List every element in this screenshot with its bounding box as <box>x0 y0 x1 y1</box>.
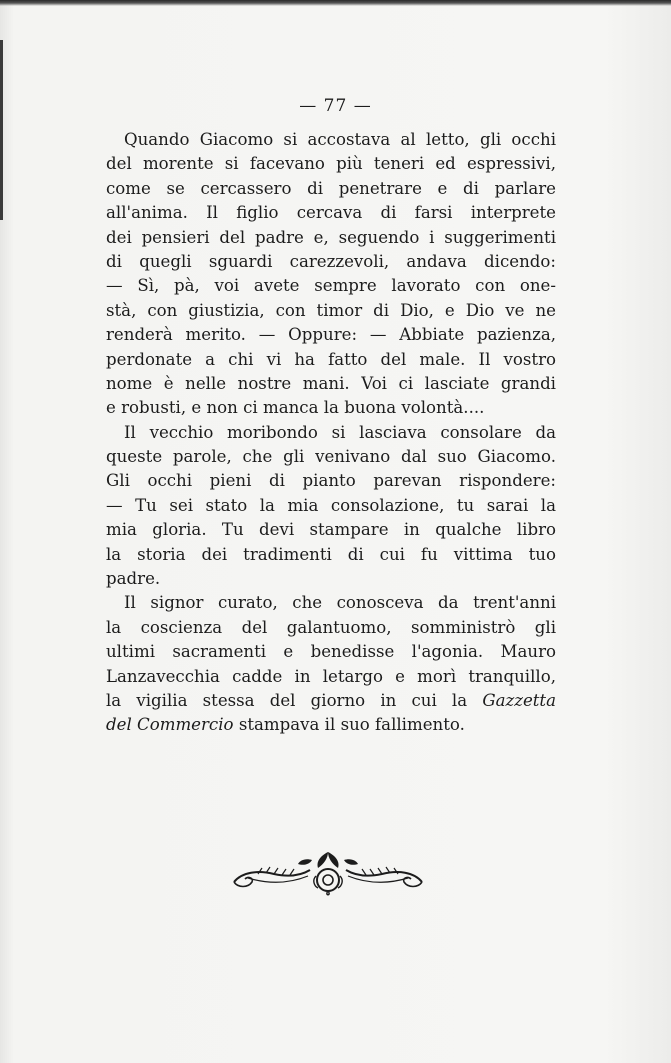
text-line: mia gloria. Tu devi stampare in qualche libro <box>106 520 556 540</box>
text-line: la coscienza del galantuomo, somministrò gli <box>106 617 556 637</box>
page-top-edge <box>0 0 671 6</box>
body-text <box>106 128 556 738</box>
text-line-with-italic <box>106 689 556 713</box>
text-line: ultimi sacramenti e benedisse l'agonia. Mauro <box>106 642 556 662</box>
text-line: del morente si facevano più teneri ed espressivi, <box>106 154 556 174</box>
paragraph-1 <box>106 128 556 421</box>
text-line: Il signor curato, che conosceva da trent'anni <box>124 593 556 613</box>
text-line: stà, con giustizia, con timor di Dio, e Dio ve ne <box>106 300 556 320</box>
text-line: Gli occhi pieni di pianto parevan rispondere: <box>106 471 556 491</box>
paragraph-3 <box>106 591 556 737</box>
text-line: Il vecchio moribondo si lasciava consolare da <box>124 422 556 442</box>
text-line: e robusti, e non ci manca la buona volontà.... <box>106 398 485 418</box>
text-run: la vigilia stessa del giorno in cui la <box>106 690 468 710</box>
text-line: dei pensieri del padre e, seguendo i suggerimenti <box>106 227 556 247</box>
text-line: all'anima. Il figlio cercava di farsi interprete <box>106 203 556 223</box>
text-line: — Tu sei stato la mia consolazione, tu sarai la <box>106 495 556 515</box>
text-line: Lanzavecchia cadde in letargo e morì tranquillo, <box>106 666 556 686</box>
text-line: — Sì, pà, voi avete sempre lavorato con one- <box>106 276 556 296</box>
paragraph-2 <box>106 421 556 592</box>
text-line: Quando Giacomo si accostava al letto, gli occhi <box>124 130 556 149</box>
text-line: renderà merito. — Oppure: — Abbiate pazienza, <box>106 325 556 345</box>
text-line: padre. <box>106 569 161 589</box>
page-number: — 77 — <box>299 96 372 116</box>
text-line: perdonate a chi vi ha fatto del male. Il vostro <box>106 349 556 369</box>
newspaper-title-part-1: Gazzetta <box>482 690 556 710</box>
text-line: queste parole, che gli venivano dal suo Giacomo. <box>106 447 556 467</box>
text-line: di quegli sguardi carezzevoli, andava dicendo: <box>106 251 556 271</box>
text-line-with-italic <box>106 713 556 737</box>
text-line: come se cercassero di penetrare e di parlare <box>106 178 556 198</box>
newspaper-title-part-2: del Commercio <box>106 715 234 735</box>
text-line: la storia dei tradimenti di cui fu vittima tuo <box>106 544 556 564</box>
page-binding-edge <box>0 40 3 220</box>
floral-vignette-icon <box>228 846 428 900</box>
text-run: stampava il suo fallimento. <box>238 715 465 735</box>
text-line: nome è nelle nostre mani. Voi ci lasciate grandi <box>106 373 556 393</box>
